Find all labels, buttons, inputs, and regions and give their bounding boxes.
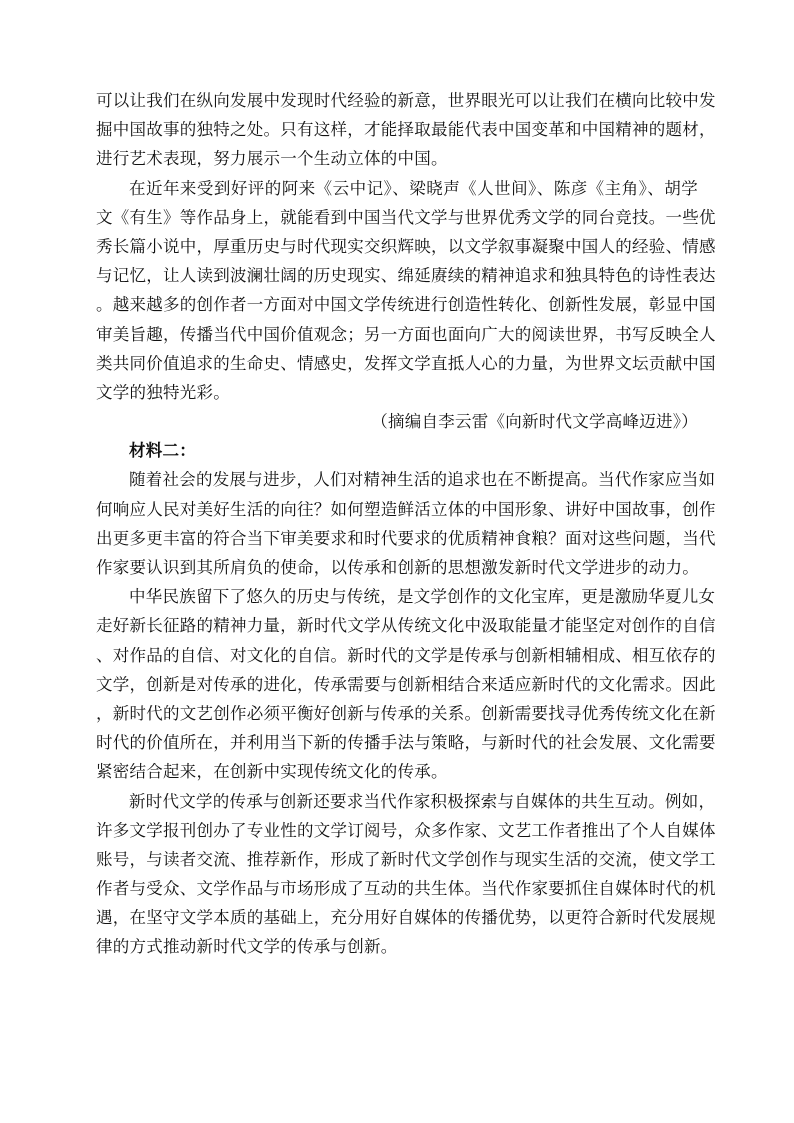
paragraph xyxy=(96,787,716,962)
document-page xyxy=(96,86,716,962)
text-line: 走好新长征路的精神力量，新时代文学从传统文化中汲取能量才能坚定对创作的自信 xyxy=(96,616,716,636)
text-line: 文学，创新是对传承的进化，传承需要与创新相结合来适应新时代的文化需求。因此 xyxy=(96,674,716,694)
text-line: 文《有生》等作品身上，就能看到中国当代文学与世界优秀文学的同台竞技。一些优 xyxy=(96,207,716,227)
text-line: 出更多更丰富的符合当下审美要求和时代要求的优质精神食粮？面对这些问题，当代 xyxy=(96,528,716,548)
text-line: 可以让我们在纵向发展中发现时代经验的新意，世界眼光可以让我们在横向比较中发 xyxy=(96,91,716,110)
text-line: 进行艺术表现，努力展示一个生动立体的中国。 xyxy=(96,149,448,169)
text-line: 掘中国故事的独特之处。只有这样，才能择取最能代表中国变革和中国精神的题材， xyxy=(96,120,716,140)
text-line: 中华民族留下了悠久的历史与传统，是文学创作的文化宝库，更是激励华夏儿女 xyxy=(129,587,716,607)
text-line: 文学的独特光彩。 xyxy=(96,382,230,402)
text-line: 秀长篇小说中，厚重历史与时代现实交织辉映，以文学叙事凝聚中国人的经验、情感 xyxy=(96,236,716,256)
text-line: 在近年来受到好评的阿来《云中记》、梁晓声《人世间》、陈彦《主角》、胡学 xyxy=(129,178,698,198)
text-line: 何响应人民对美好生活的向往？如何塑造鲜活立体的中国形象、讲好中国故事，创作 xyxy=(96,499,716,519)
text-line: 许多文学报刊创办了专业性的文学订阅号，众多作家、文艺工作者推出了个人自媒体 xyxy=(96,820,716,840)
text-line: 时代的价值所在，并利用当下新的传播手法与策略，与新时代的社会发展、文化需要 xyxy=(96,733,716,753)
text-line: 律的方式推动新时代文学的传承与创新。 xyxy=(96,937,398,957)
text-line: 账号，与读者交流、推荐新作，形成了新时代文学创作与现实生活的交流，使文学工 xyxy=(96,849,716,869)
text-line: 作家要认识到其所肩负的使命，以传承和创新的思想激发新时代文学进步的动力。 xyxy=(96,558,699,577)
text-line: 、对作品的自信、对文化的自信。新时代的文学是传承与创新相辅相成、相互依存的 xyxy=(96,645,716,665)
paragraph xyxy=(96,582,716,786)
text-line: 随着社会的发展与进步，人们对精神生活的追求也在不断提高。当代作家应当如 xyxy=(129,470,716,490)
text-line: 遇，在坚守文学本质的基础上，充分用好自媒体的传播优势，以更符合新时代发展规 xyxy=(96,908,716,928)
source-citation: （摘编自李云雷《向新时代文学高峰迈进》） xyxy=(371,412,698,432)
text-line: ，新时代的文艺创作必须平衡好创新与传承的关系。创新需要找寻优秀传统文化在新 xyxy=(96,703,716,723)
paragraph xyxy=(96,465,716,582)
text-line: 类共同价值追求的生命史、情感史，发挥文学直抵人心的力量，为世界文坛贡献中国 xyxy=(96,353,716,373)
text-line: 新时代文学的传承与创新还要求当代作家积极探索与自媒体的共生互动。例如， xyxy=(129,791,716,811)
text-line: 与记忆，让人读到波澜壮阔的历史现实、绵延赓续的精神追求和独具特色的诗性表达 xyxy=(96,266,716,286)
text-line: 。越来越多的创作者一方面对中国文学传统进行创造性转化、创新性发展，彰显中国 xyxy=(96,295,716,315)
section-heading: 材料二： xyxy=(129,441,196,461)
text-line: 紧密结合起来，在创新中实现传统文化的传承。 xyxy=(96,762,448,782)
text-line: 审美旨趣，传播当代中国价值观念；另一方面也面向广大的阅读世界，书写反映全人 xyxy=(96,324,716,344)
paragraph xyxy=(96,174,716,408)
paragraph xyxy=(96,86,716,174)
text-line: 作者与受众、文学作品与市场形成了互动的共生体。当代作家要抓住自媒体时代的机 xyxy=(96,879,716,899)
